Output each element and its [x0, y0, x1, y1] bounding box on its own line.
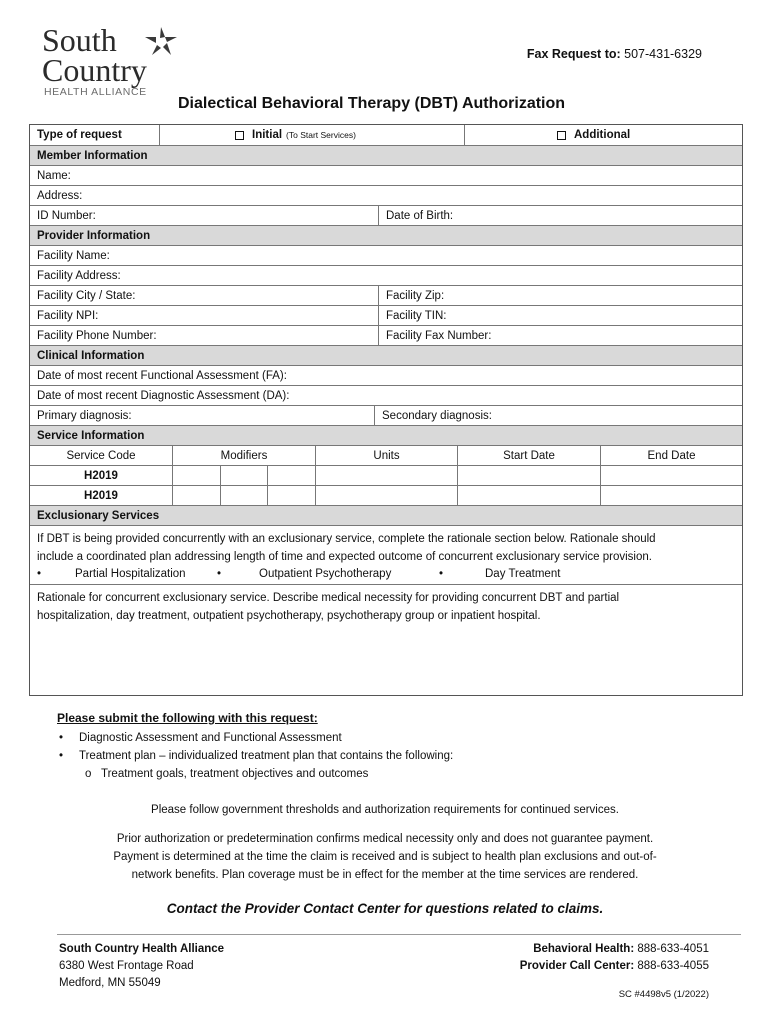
footer-phones — [520, 941, 709, 975]
end-date-cell[interactable] — [600, 466, 742, 485]
contact-banner: Contact the Provider Contact Center for questions related to claims. — [166, 901, 604, 916]
list-item: • Diagnostic Assessment and Functional Assessment — [59, 732, 342, 744]
fax-label: Fax Request to: — [526, 47, 621, 61]
modifier-cell[interactable] — [220, 466, 267, 485]
initial-note: (To Start Services) — [286, 130, 356, 140]
service-row — [30, 465, 742, 485]
service-code: H2019 — [84, 469, 118, 482]
modifier-cell[interactable] — [267, 466, 315, 485]
footer-divider — [57, 934, 741, 935]
service-header-row — [30, 445, 742, 465]
primary-diagnosis-field[interactable]: Primary diagnosis: — [37, 409, 132, 422]
prior-auth-line: Payment is determined at the time the claim is received and is subject to health plan exclusions and out-of- — [113, 851, 657, 863]
col-start-date: Start Date — [457, 446, 600, 465]
exclusionary-text-line: include a coordinated plan addressing length of time and expected outcome of concurrent exclusionary service provision. — [37, 551, 652, 563]
exclusionary-section-header: Exclusionary Services — [30, 505, 742, 525]
rationale-prompt-line: hospitalization, day treatment, outpatient psychotherapy, psychotherapy group or inpatient hospital. — [37, 610, 541, 622]
modifier-cell[interactable] — [220, 486, 267, 505]
facility-fax-field[interactable]: Facility Fax Number: — [378, 326, 742, 345]
exclusionary-text-line: If DBT is being provided concurrently with an exclusionary service, complete the rationale section below. Rationale should — [37, 533, 656, 545]
start-date-cell[interactable] — [457, 466, 600, 485]
modifier-cell[interactable] — [172, 486, 220, 505]
request-type-label: Type of request — [37, 129, 122, 141]
logo-word-2: Country — [42, 52, 147, 88]
submit-heading: Please submit the following with this request: — [57, 711, 318, 725]
service-code: H2019 — [84, 489, 118, 502]
exclusionary-service-item: Outpatient Psychotherapy — [259, 568, 392, 580]
diagnosis-row — [30, 405, 742, 425]
exclusionary-service-item: Partial Hospitalization — [75, 568, 186, 580]
thresholds-note: Please follow government thresholds and authorization requirements for continued services. — [151, 804, 619, 816]
prior-auth-line: Prior authorization or predetermination confirms medical necessity only and does not guarantee payment. — [116, 833, 654, 845]
facility-address-field[interactable]: Facility Address: — [30, 265, 742, 285]
behavioral-health-line: Behavioral Health: 888-633-4051 — [533, 943, 709, 955]
form-code: SC #4498v5 (1/2022) — [618, 989, 709, 1000]
modifier-cell[interactable] — [267, 486, 315, 505]
service-row — [30, 485, 742, 505]
facility-phone-row — [30, 325, 742, 345]
clinical-section-header: Clinical Information — [30, 345, 742, 365]
prior-auth-line: network benefits. Plan coverage must be in effect for the member at the time services are rendered. — [131, 869, 639, 881]
units-cell[interactable] — [315, 486, 457, 505]
page-title: Dialectical Behavioral Therapy (DBT) Authorization — [178, 95, 566, 112]
member-name-field[interactable]: Name: — [30, 165, 742, 185]
additional-label: Additional — [574, 129, 631, 141]
footer-city: Medford, MN 55049 — [59, 977, 161, 989]
footer-street: 6380 West Frontage Road — [59, 960, 194, 972]
additional-checkbox[interactable] — [557, 131, 566, 140]
units-cell[interactable] — [315, 466, 457, 485]
facility-city-row — [30, 285, 742, 305]
member-address-field[interactable]: Address: — [30, 185, 742, 205]
facility-npi-field[interactable]: Facility NPI: — [37, 309, 99, 322]
logo-tagline: HEALTH ALLIANCE — [44, 86, 147, 98]
member-section-header: Member Information — [30, 145, 742, 165]
col-end-date: End Date — [600, 446, 742, 465]
facility-phone-field[interactable]: Facility Phone Number: — [37, 329, 157, 342]
rationale-prompt-line: Rationale for concurrent exclusionary service. Describe medical necessity for providing concurrent DBT and partial — [37, 592, 620, 604]
additional-option[interactable] — [464, 125, 742, 145]
fax-request — [527, 47, 702, 61]
modifier-cell[interactable] — [172, 466, 220, 485]
end-date-cell[interactable] — [600, 486, 742, 505]
fax-number: 507-431-6329 — [624, 47, 702, 61]
logo — [40, 24, 180, 98]
member-id-field[interactable]: ID Number: — [37, 209, 96, 222]
secondary-diagnosis-field[interactable]: Secondary diagnosis: — [374, 406, 742, 425]
footer-address — [59, 941, 224, 992]
start-date-cell[interactable] — [457, 486, 600, 505]
exclusionary-instructions — [30, 525, 742, 584]
facility-zip-field[interactable]: Facility Zip: — [378, 286, 742, 305]
prior-auth-note — [40, 830, 730, 884]
submit-list — [57, 729, 453, 783]
list-subitem: o Treatment goals, treatment objectives and outcomes — [85, 768, 369, 780]
col-service-code: Service Code — [66, 449, 136, 462]
provider-section-header: Provider Information — [30, 225, 742, 245]
facility-tin-field[interactable]: Facility TIN: — [378, 306, 742, 325]
initial-label: Initial — [252, 129, 283, 141]
exclusionary-service-list: • Partial Hospitalization • Outpatient Psychotherapy • Day Treatment — [37, 568, 561, 580]
col-units: Units — [315, 446, 457, 465]
facility-npi-row — [30, 305, 742, 325]
col-modifiers: Modifiers — [172, 446, 315, 465]
exclusionary-service-item: Day Treatment — [485, 568, 561, 580]
member-dob-field[interactable]: Date of Birth: — [378, 206, 742, 225]
service-section-header: Service Information — [30, 425, 742, 445]
list-item: • Treatment plan – individualized treatment plan that contains the following: — [59, 750, 454, 762]
da-date-field[interactable]: Date of most recent Diagnostic Assessment (DA): — [30, 385, 742, 405]
request-type-row — [30, 125, 742, 145]
member-id-row — [30, 205, 742, 225]
rationale-field[interactable] — [30, 584, 742, 695]
authorization-form — [29, 124, 743, 696]
provider-call-center-line: Provider Call Center: 888-633-4055 — [519, 960, 709, 972]
facility-name-field[interactable]: Facility Name: — [30, 245, 742, 265]
star-icon — [144, 26, 178, 56]
initial-checkbox[interactable] — [235, 131, 244, 140]
fa-date-field[interactable]: Date of most recent Functional Assessment (FA): — [30, 365, 742, 385]
footer-org: South Country Health Alliance — [59, 943, 225, 955]
logo-word-1: South — [42, 22, 117, 58]
facility-city-state-field[interactable]: Facility City / State: — [37, 289, 136, 302]
